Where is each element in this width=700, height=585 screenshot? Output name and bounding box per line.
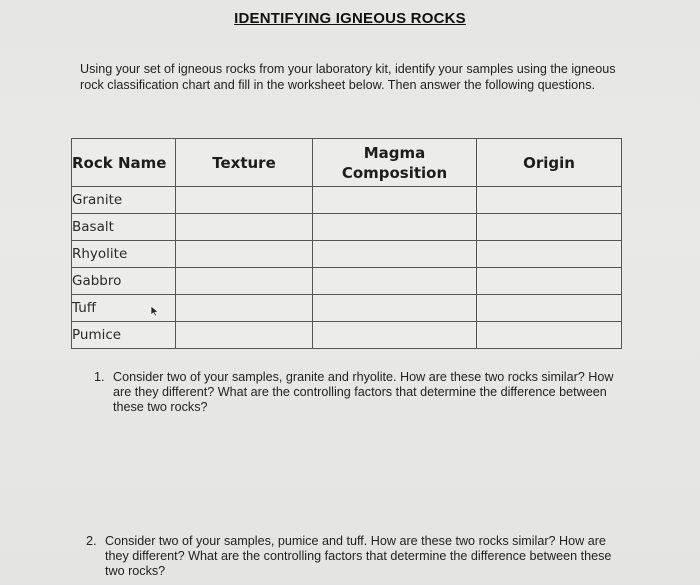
rock-name-cell: Rhyolite [72, 241, 176, 268]
texture-cell[interactable] [176, 187, 313, 214]
texture-cell[interactable] [176, 322, 313, 349]
question-2 [86, 534, 626, 579]
header-texture: Texture [176, 139, 313, 187]
question-number: 1. [94, 370, 105, 384]
instructions-paragraph: Using your set of igneous rocks from your laboratory kit, identify your samples using the igneous rock classification chart and fill in the worksheet below. Then answer the following questions. [80, 62, 616, 92]
texture-cell[interactable] [176, 295, 313, 322]
table-row [72, 214, 622, 241]
origin-cell[interactable] [477, 187, 622, 214]
origin-cell[interactable] [477, 322, 622, 349]
magma-composition-cell[interactable] [313, 268, 477, 295]
rock-name-cell: Basalt [72, 214, 176, 241]
question-text: Consider two of your samples, granite and rhyolite. How are these two rocks similar? How are they different? What are the controlling factors that determine the difference between these two rocks? [113, 370, 614, 414]
page-title: IDENTIFYING IGNEOUS ROCKS [234, 10, 466, 27]
rock-name-cell: Pumice [72, 322, 176, 349]
rock-name-cell: Gabbro [72, 268, 176, 295]
rock-name-cell: Tuff [72, 295, 176, 322]
magma-composition-cell[interactable] [313, 322, 477, 349]
magma-composition-cell[interactable] [313, 295, 477, 322]
magma-composition-cell[interactable] [313, 187, 477, 214]
table-row [72, 241, 622, 268]
table-row [72, 187, 622, 214]
header-magma-composition [313, 139, 477, 187]
mouse-pointer-icon [150, 305, 160, 317]
magma-composition-cell[interactable] [313, 241, 477, 268]
origin-cell[interactable] [477, 268, 622, 295]
rock-name-cell: Granite [72, 187, 176, 214]
rock-classification-table [71, 138, 622, 349]
header-magma-line2: Composition [341, 163, 448, 182]
question-text: Consider two of your samples, pumice and tuff. How are these two rocks similar? How are they different? What are the controlling factors that determine the difference between these two rocks? [105, 534, 612, 578]
origin-cell[interactable] [477, 241, 622, 268]
table-row [72, 268, 622, 295]
table-row [72, 322, 622, 349]
texture-cell[interactable] [176, 241, 313, 268]
header-magma-line1: Magma [363, 143, 426, 162]
origin-cell[interactable] [477, 295, 622, 322]
table-header-row [72, 139, 622, 187]
question-number: 2. [86, 534, 97, 548]
texture-cell[interactable] [176, 268, 313, 295]
question-1 [94, 370, 614, 415]
header-origin: Origin [477, 139, 622, 187]
texture-cell[interactable] [176, 214, 313, 241]
origin-cell[interactable] [477, 214, 622, 241]
magma-composition-cell[interactable] [313, 214, 477, 241]
header-rock-name: Rock Name [72, 139, 176, 187]
